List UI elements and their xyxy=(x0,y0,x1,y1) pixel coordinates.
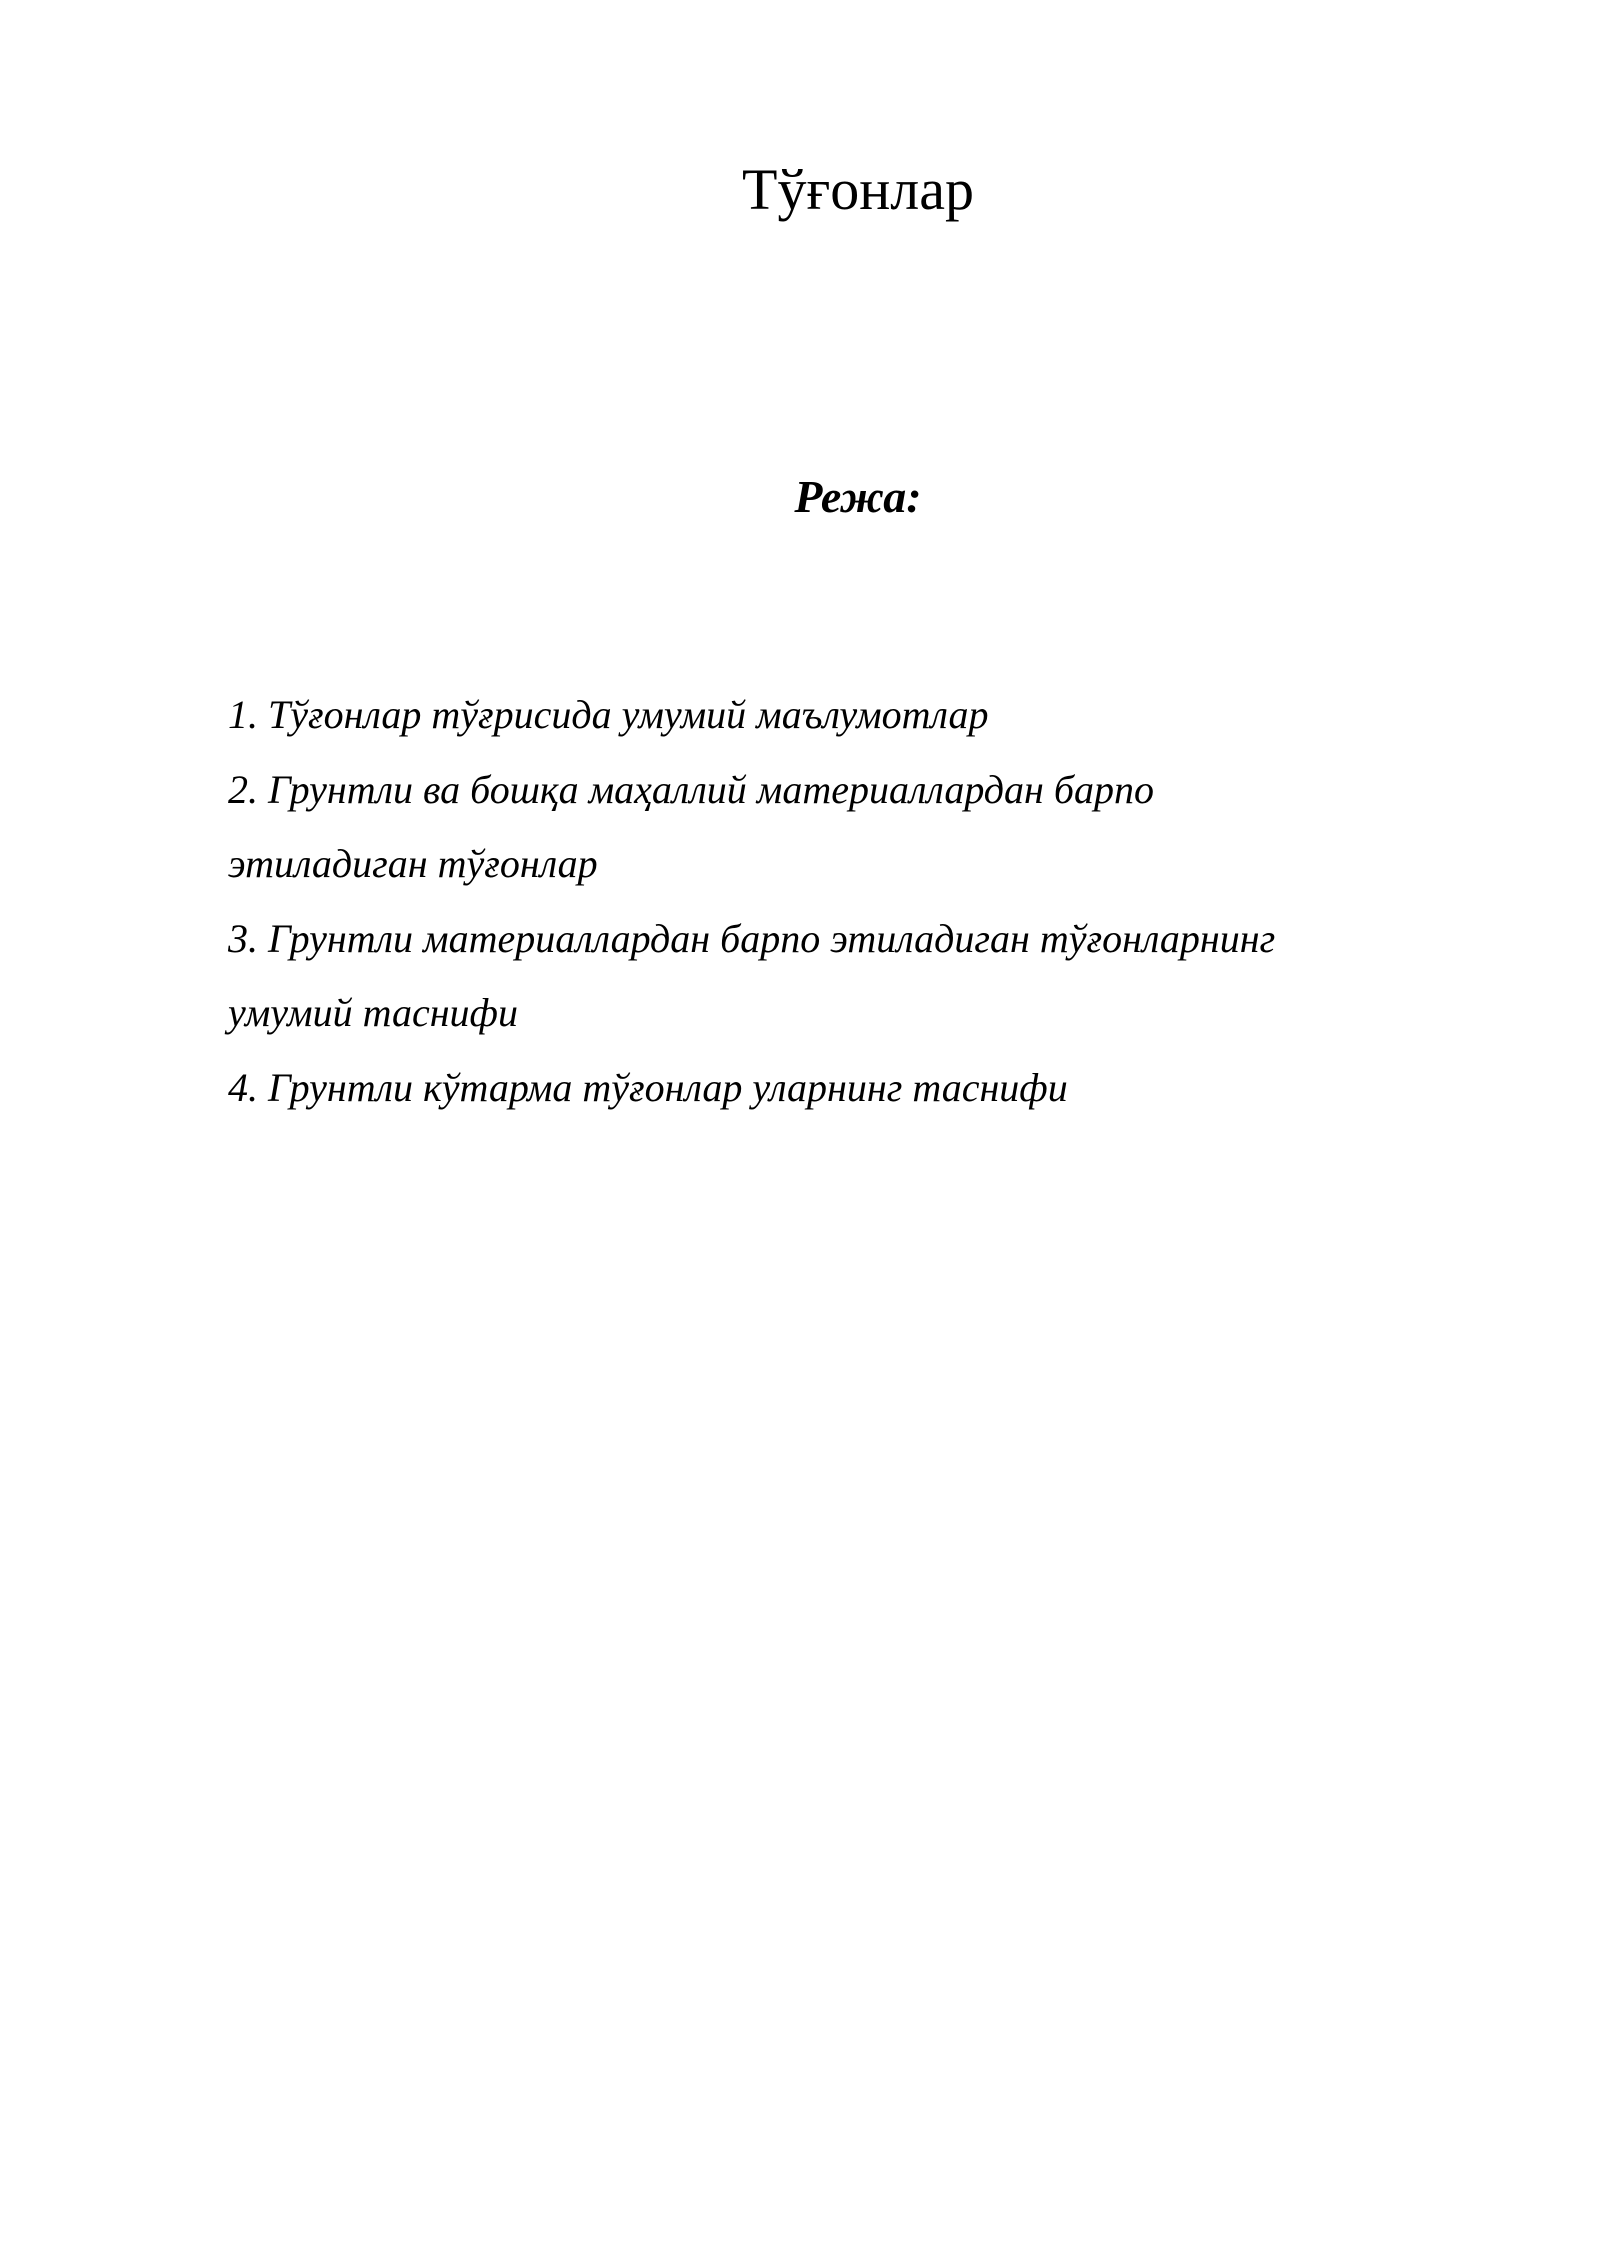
plan-list xyxy=(228,678,1468,1125)
plan-item-3-continuation xyxy=(228,976,1468,1051)
plan-item-1 xyxy=(228,678,1468,753)
plan-item-text: Тўғонлар тўғрисида умумий маълумотлар xyxy=(268,692,989,737)
plan-item-text: умумий таснифи xyxy=(228,990,518,1035)
plan-heading: Режа: xyxy=(794,471,922,522)
document-title: Тўғонлар xyxy=(742,157,974,222)
plan-item-text: Грунтли кўтарма тўғонлар уларнинг таснифи xyxy=(268,1064,1068,1110)
plan-item-number: 4. xyxy=(228,1064,258,1110)
plan-item-4 xyxy=(228,1051,1468,1126)
plan-item-2 xyxy=(228,753,1468,828)
plan-item-text: Грунтли материаллардан барпо этиладиган тўғонларнинг xyxy=(268,915,1276,961)
plan-item-number: 2. xyxy=(228,766,258,812)
plan-item-number: 3. xyxy=(228,915,258,961)
plan-item-2-continuation xyxy=(228,827,1468,902)
plan-item-text: этиладиган тўғонлар xyxy=(228,841,598,886)
plan-item-3 xyxy=(228,902,1468,977)
plan-item-number: 1. xyxy=(228,692,258,737)
plan-item-text: Грунтли ва бошқа маҳаллий материаллардан барпо xyxy=(268,766,1154,812)
